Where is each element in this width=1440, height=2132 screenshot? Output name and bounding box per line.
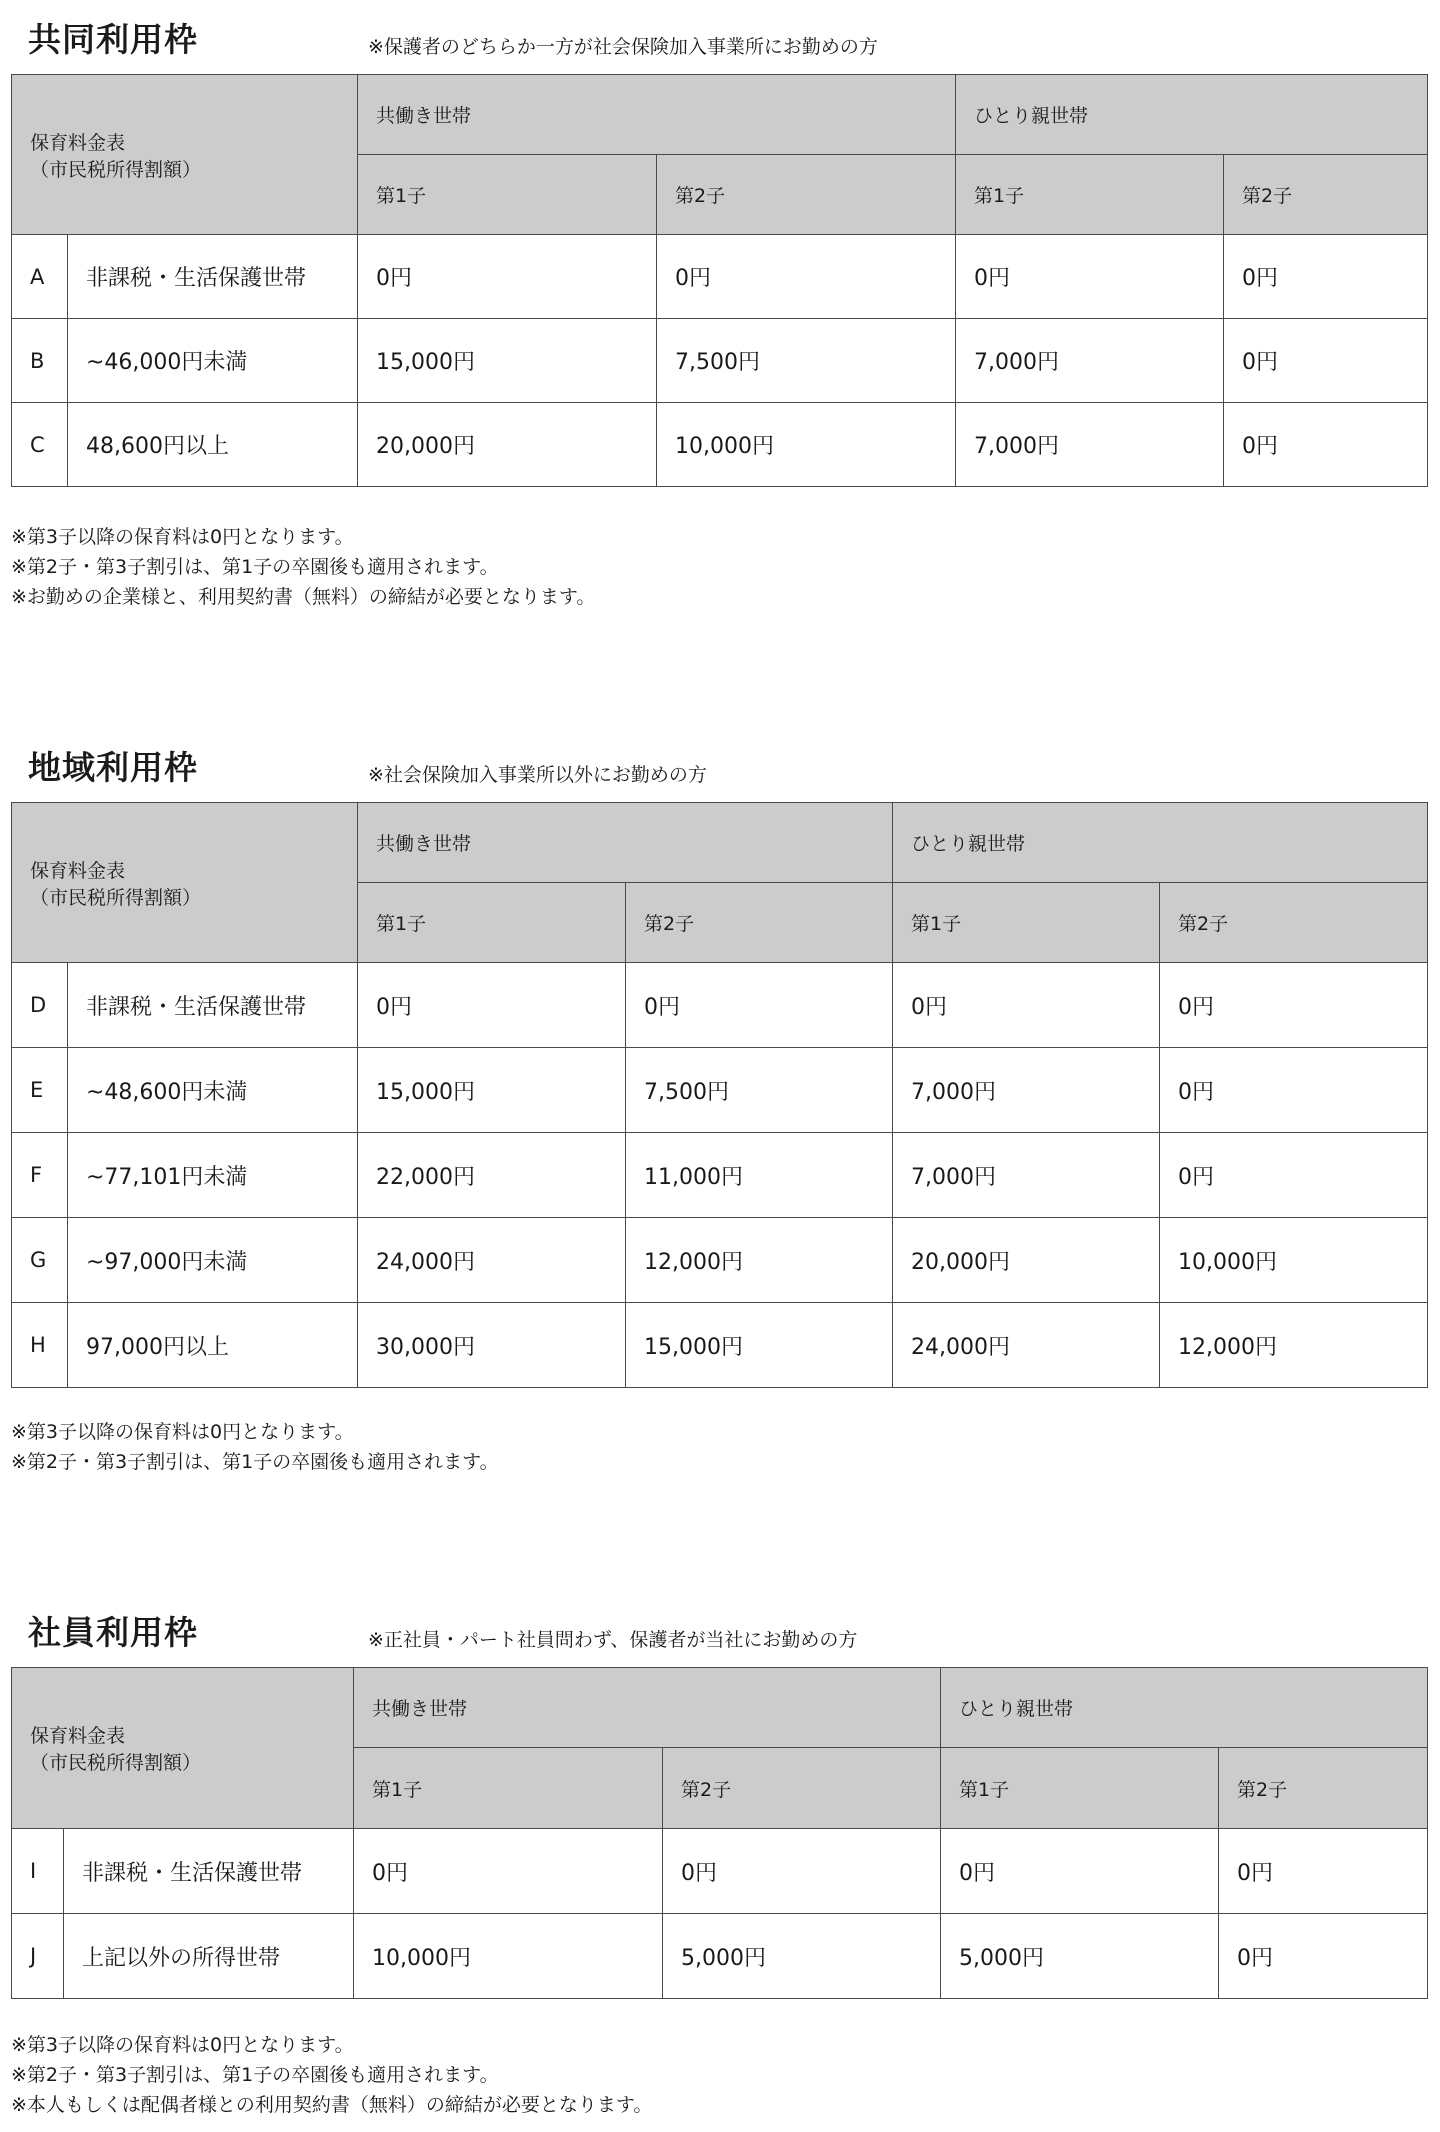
fee-cell: 0円 (1160, 1048, 1428, 1133)
footnote: ※お勤めの企業様と、利用契約書（無料）の締結が必要となります。 (11, 586, 596, 608)
income-band: 非課税・生活保護世帯 (64, 1829, 354, 1914)
income-band: 上記以外の所得世帯 (64, 1914, 354, 1999)
fee-table-label: 保育料金表 (30, 131, 126, 154)
income-band: 非課税・生活保護世帯 (68, 235, 358, 319)
fee-cell: 7,000円 (956, 319, 1224, 403)
footnotes (11, 1417, 499, 1477)
first-child-header: 第1子 (354, 1748, 663, 1829)
fee-cell: 5,000円 (941, 1914, 1219, 1999)
second-child-header: 第2子 (657, 155, 956, 235)
footnotes (11, 522, 595, 612)
second-child-header: 第2子 (1160, 883, 1428, 963)
fee-cell: 0円 (626, 963, 893, 1048)
fee-cell: 0円 (1160, 963, 1428, 1048)
table-row (12, 1829, 1428, 1914)
dual-income-header: 共働き世帯 (358, 803, 893, 883)
second-child-header: 第2子 (663, 1748, 941, 1829)
fee-cell: 20,000円 (893, 1218, 1160, 1303)
table-row (12, 1303, 1428, 1388)
second-child-header: 第2子 (626, 883, 893, 963)
income-band: ~97,000円未満 (68, 1218, 358, 1303)
footnote: ※第3子以降の保育料は0円となります。 (11, 526, 354, 548)
table-row (12, 235, 1428, 319)
fee-cell: 0円 (941, 1829, 1219, 1914)
fee-cell: 0円 (663, 1829, 941, 1914)
row-letter: G (12, 1218, 68, 1303)
row-letter: B (12, 319, 68, 403)
income-band: 48,600円以上 (68, 403, 358, 487)
dual-income-header: 共働き世帯 (354, 1668, 941, 1748)
section-subtitle: ※社会保険加入事業所以外にお勤めの方 (368, 764, 707, 786)
dual-income-header: 共働き世帯 (358, 75, 956, 155)
fee-cell: 0円 (893, 963, 1160, 1048)
fee-table-label: 保育料金表 (30, 1725, 126, 1747)
fee-cell: 11,000円 (626, 1133, 893, 1218)
table-row (12, 1914, 1428, 1999)
row-letter: J (12, 1914, 64, 1999)
fee-cell: 0円 (956, 235, 1224, 319)
section-title: 地域利用枠 (28, 748, 198, 787)
table-row (12, 403, 1428, 487)
footnote: ※第2子・第3子割引は、第1子の卒園後も適用されます。 (11, 1451, 499, 1473)
first-child-header: 第1子 (956, 155, 1224, 235)
income-band: 97,000円以上 (68, 1303, 358, 1388)
row-letter: A (12, 235, 68, 319)
fee-cell: 10,000円 (354, 1914, 663, 1999)
fee-cell: 22,000円 (358, 1133, 626, 1218)
income-basis-label: （市民税所得割額） (30, 1752, 202, 1774)
fee-cell: 5,000円 (663, 1914, 941, 1999)
first-child-header: 第1子 (893, 883, 1160, 963)
footnote: ※第3子以降の保育料は0円となります。 (11, 1421, 354, 1443)
row-letter: I (12, 1829, 64, 1914)
income-band: ~77,101円未満 (68, 1133, 358, 1218)
footnote: ※第3子以降の保育料は0円となります。 (11, 2034, 354, 2056)
row-letter: D (12, 963, 68, 1048)
fee-cell: 7,000円 (956, 403, 1224, 487)
fee-cell: 7,000円 (893, 1133, 1160, 1218)
footnote: ※第2子・第3子割引は、第1子の卒園後も適用されます。 (11, 2064, 499, 2086)
fee-table-header (12, 1668, 354, 1829)
fee-cell: 15,000円 (358, 1048, 626, 1133)
fee-cell: 0円 (358, 963, 626, 1048)
fee-cell: 0円 (1219, 1829, 1428, 1914)
fee-cell: 24,000円 (358, 1218, 626, 1303)
fee-table (11, 1667, 1428, 1999)
row-letter: H (12, 1303, 68, 1388)
fee-cell: 7,500円 (657, 319, 956, 403)
fee-cell: 0円 (354, 1829, 663, 1914)
fee-cell: 12,000円 (626, 1218, 893, 1303)
footnote: ※第2子・第3子割引は、第1子の卒園後も適用されます。 (11, 556, 499, 578)
section-subtitle: ※保護者のどちらか一方が社会保険加入事業所にお勤めの方 (368, 36, 878, 58)
fee-table-header (12, 75, 358, 235)
fee-cell: 15,000円 (358, 319, 657, 403)
fee-table-label: 保育料金表 (30, 859, 126, 882)
table-row (12, 1218, 1428, 1303)
section-title: 共同利用枠 (28, 20, 198, 59)
first-child-header: 第1子 (358, 883, 626, 963)
fee-table-header (12, 803, 358, 963)
fee-table (11, 802, 1428, 1388)
fee-cell: 7,500円 (626, 1048, 893, 1133)
table-row (12, 1133, 1428, 1218)
fee-cell: 0円 (657, 235, 956, 319)
single-parent-header: ひとり親世帯 (956, 75, 1428, 155)
table-row (12, 963, 1428, 1048)
fee-cell: 7,000円 (893, 1048, 1160, 1133)
fee-cell: 15,000円 (626, 1303, 893, 1388)
footnote: ※本人もしくは配偶者様との利用契約書（無料）の締結が必要となります。 (11, 2094, 653, 2116)
table-row (12, 1048, 1428, 1133)
row-letter: C (12, 403, 68, 487)
income-basis-label: （市民税所得割額） (30, 158, 202, 181)
single-parent-header: ひとり親世帯 (941, 1668, 1428, 1748)
fee-cell: 0円 (1224, 319, 1428, 403)
fee-cell: 10,000円 (1160, 1218, 1428, 1303)
fee-cell: 0円 (358, 235, 657, 319)
table-row (12, 319, 1428, 403)
fee-cell: 0円 (1224, 235, 1428, 319)
second-child-header: 第2子 (1224, 155, 1428, 235)
income-basis-label: （市民税所得割額） (30, 886, 202, 909)
income-band: 非課税・生活保護世帯 (68, 963, 358, 1048)
fee-cell: 30,000円 (358, 1303, 626, 1388)
fee-cell: 0円 (1224, 403, 1428, 487)
row-letter: F (12, 1133, 68, 1218)
fee-cell: 24,000円 (893, 1303, 1160, 1388)
first-child-header: 第1子 (941, 1748, 1219, 1829)
fee-cell: 12,000円 (1160, 1303, 1428, 1388)
single-parent-header: ひとり親世帯 (893, 803, 1428, 883)
fee-cell: 0円 (1160, 1133, 1428, 1218)
section-title: 社員利用枠 (28, 1613, 198, 1652)
income-band: ~46,000円未満 (68, 319, 358, 403)
second-child-header: 第2子 (1219, 1748, 1428, 1829)
row-letter: E (12, 1048, 68, 1133)
footnotes (11, 2030, 652, 2120)
fee-cell: 10,000円 (657, 403, 956, 487)
fee-cell: 20,000円 (358, 403, 657, 487)
first-child-header: 第1子 (358, 155, 657, 235)
section-subtitle: ※正社員・パート社員問わず、保護者が当社にお勤めの方 (368, 1629, 858, 1651)
income-band: ~48,600円未満 (68, 1048, 358, 1133)
fee-table (11, 74, 1428, 487)
fee-cell: 0円 (1219, 1914, 1428, 1999)
